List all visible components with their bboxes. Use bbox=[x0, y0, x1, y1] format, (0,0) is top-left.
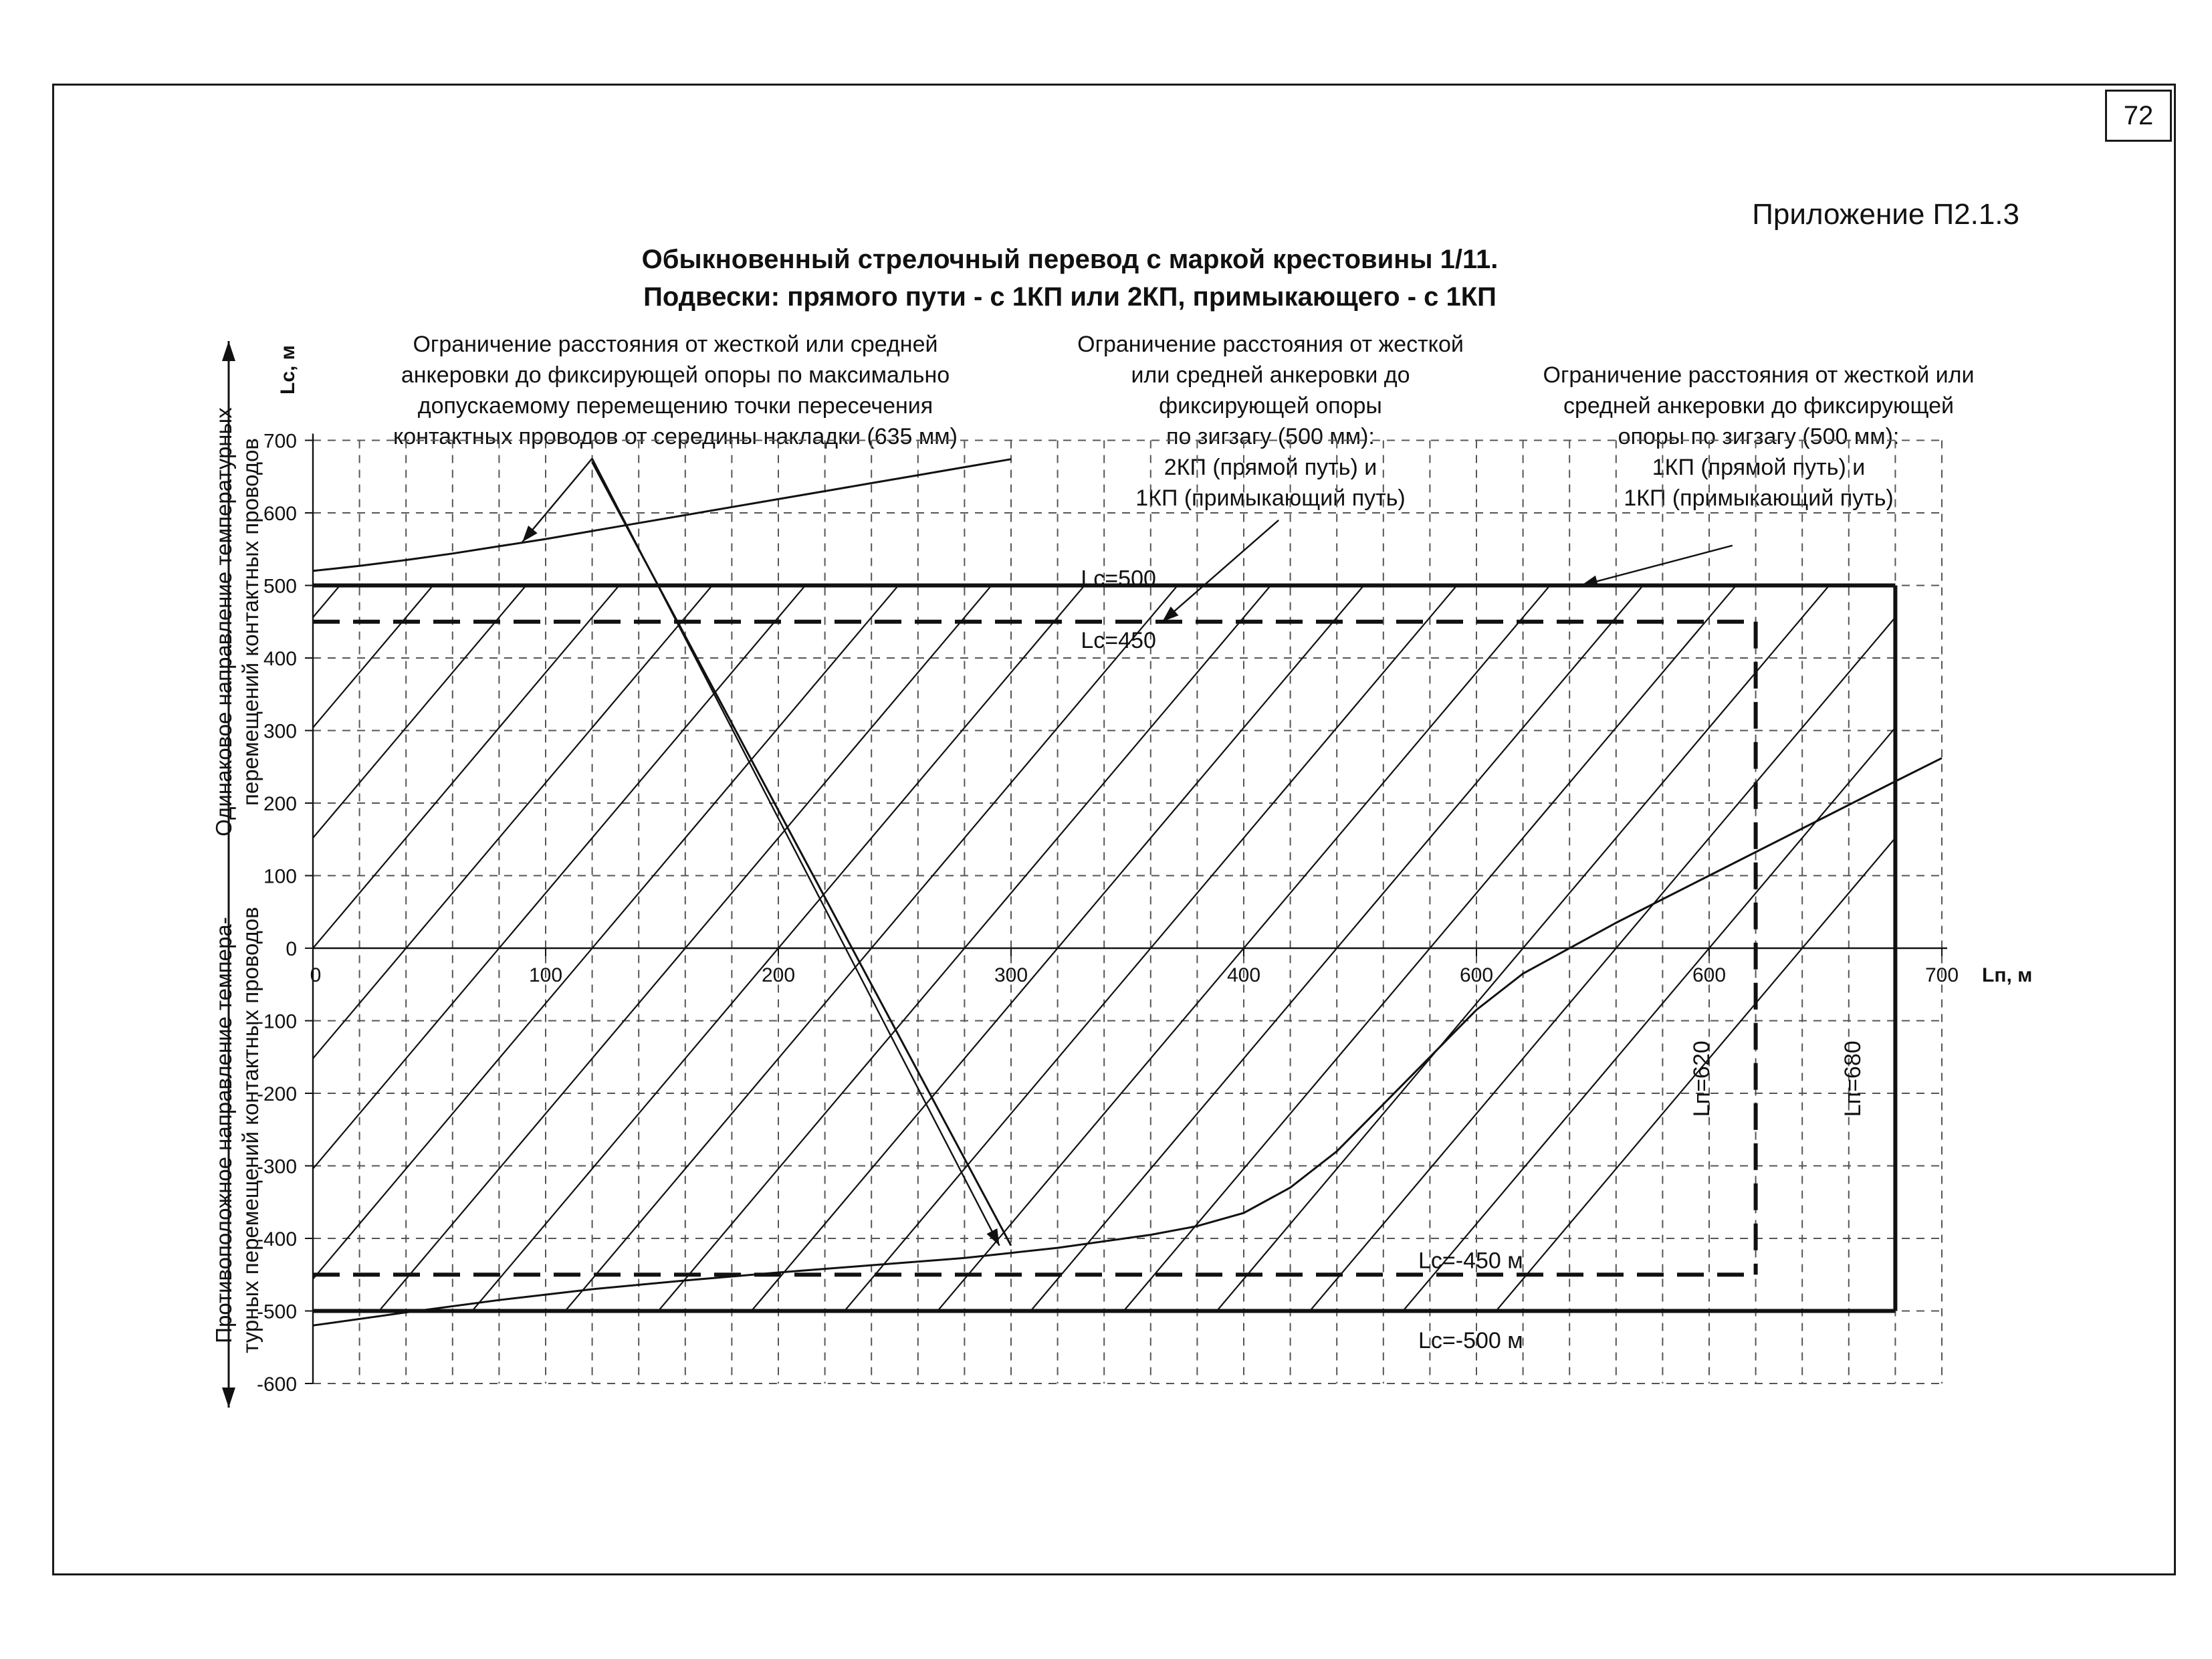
annotation-line: 1КП (примыкающий путь) bbox=[1135, 485, 1406, 511]
y-tick-label: -400 bbox=[256, 1228, 297, 1250]
annotation-line: по зигзагу (500 мм): bbox=[1166, 424, 1375, 449]
slope-line bbox=[0, 542, 4, 1325]
y-tick-label: -100 bbox=[256, 1010, 297, 1033]
chart-title-line-2: Подвески: прямого пути - с 1КП или 2КП, примыкающего - с 1КП bbox=[643, 282, 1497, 312]
pointer-arrow-head bbox=[986, 1228, 999, 1246]
annotation-line: 1КП (прямой путь) и bbox=[1652, 455, 1866, 480]
y-tick-label: -500 bbox=[256, 1301, 297, 1323]
y-tick-label: -600 bbox=[256, 1373, 297, 1396]
x-tick-label: 200 bbox=[761, 964, 796, 986]
appendix-label: Приложение П2.1.3 bbox=[1752, 198, 2019, 231]
slope-line bbox=[925, 542, 1587, 1325]
annotation-line: 2КП (прямой путь) и bbox=[1164, 455, 1377, 480]
slope-line bbox=[0, 542, 656, 1325]
slope-line bbox=[0, 542, 98, 1325]
slope-line bbox=[1391, 542, 2052, 1325]
y-direction-arrow-up bbox=[222, 341, 235, 361]
annotation-line: или средней анкеровки до bbox=[1131, 362, 1410, 388]
boundary-label: Lc=-500 м bbox=[1418, 1327, 1523, 1353]
slope-line bbox=[1484, 542, 2145, 1325]
y-tick-label: 700 bbox=[263, 430, 297, 453]
x-tick-label: 700 bbox=[1924, 964, 1959, 986]
annotation-line: Ограничение расстояния от жесткой bbox=[1077, 332, 1464, 357]
annotation-line: 1КП (примыкающий путь) bbox=[1624, 485, 1894, 511]
y-axis-label-line: перемещений контактных проводов bbox=[238, 438, 263, 806]
y-direction-arrow-down bbox=[222, 1388, 235, 1408]
annotation-line: Ограничение расстояния от жесткой или средней bbox=[413, 332, 938, 357]
annotation-line: фиксирующей опоры bbox=[1159, 393, 1382, 419]
y-tick-label: -300 bbox=[256, 1155, 297, 1178]
slope-lines bbox=[0, 542, 2145, 1325]
boundary-label: Lc=450 bbox=[1081, 627, 1156, 653]
slope-line bbox=[0, 542, 284, 1325]
x-tick-label: 600 bbox=[1692, 964, 1727, 986]
pointer-arrow bbox=[1162, 520, 1279, 622]
boundary-label: Lп=620 bbox=[1689, 1040, 1715, 1117]
y-tick-label: 100 bbox=[263, 865, 297, 888]
pointer-arrow-head bbox=[522, 526, 538, 542]
x-tick-label: 600 bbox=[1459, 964, 1494, 986]
slope-line bbox=[1204, 542, 1866, 1325]
slope-line bbox=[553, 542, 1214, 1325]
y-tick-label: -200 bbox=[256, 1083, 297, 1105]
slope-line bbox=[646, 542, 1307, 1325]
y-tick-label: 400 bbox=[263, 648, 297, 670]
slope-line bbox=[273, 542, 935, 1325]
annotation-line: контактных проводов от середины накладки (635 мм) bbox=[393, 424, 958, 449]
y-tick-label: 0 bbox=[286, 938, 297, 960]
page-number: 72 bbox=[2105, 90, 2172, 142]
x-tick-label: 0 bbox=[310, 964, 322, 986]
slope-line bbox=[88, 542, 749, 1325]
x-axis-title: Lп, м bbox=[1982, 964, 2033, 986]
chart-title-line-1: Обыкновенный стрелочный перевод с маркой крестовины 1/11. bbox=[641, 245, 1499, 274]
slope-line bbox=[0, 542, 191, 1325]
slope-line bbox=[1018, 542, 1680, 1325]
pointer-arrow-head bbox=[1581, 576, 1599, 587]
boundary-label: Lc=500 bbox=[1081, 566, 1156, 592]
y-tick-label: 200 bbox=[263, 793, 297, 815]
x-tick-label: 100 bbox=[528, 964, 563, 986]
annotation-line: опоры по зигзагу (500 мм): bbox=[1618, 424, 1900, 449]
x-tick-label: 400 bbox=[1226, 964, 1261, 986]
annotation-line: средней анкеровки до фиксирующей bbox=[1563, 393, 1954, 419]
y-tick-label: 300 bbox=[263, 720, 297, 743]
annotation-line: анкеровки до фиксирующей опоры по максимально bbox=[401, 362, 950, 388]
y-axis-label-line: турных перемещений контактных проводов bbox=[238, 907, 263, 1353]
y-tick-label: 500 bbox=[263, 575, 297, 598]
annotation-line: допускаемому перемещению точки пересечения bbox=[417, 393, 933, 419]
slope-line bbox=[0, 542, 376, 1325]
y-axis-label-line: Противоположное направление темпера- bbox=[211, 917, 236, 1343]
x-tick-label: 300 bbox=[994, 964, 1028, 986]
y-tick-label: 600 bbox=[263, 503, 297, 525]
y-axis-label-line: Одинаковое направление температурных bbox=[211, 407, 236, 837]
slope-line bbox=[0, 542, 469, 1325]
slope-line bbox=[1298, 542, 1959, 1325]
slope-line bbox=[1111, 542, 1773, 1325]
pointer-arrow bbox=[592, 459, 1000, 1246]
slope-line bbox=[460, 542, 1121, 1325]
slope-line bbox=[833, 542, 1494, 1325]
boundary-label: Lc=-450 м bbox=[1418, 1248, 1523, 1274]
boundary-label: Lп=680 bbox=[1840, 1040, 1866, 1117]
limit-curve bbox=[313, 459, 1011, 571]
annotation-line: Ограничение расстояния от жесткой или bbox=[1543, 362, 1975, 388]
y-axis-title: Lc, м bbox=[277, 345, 299, 395]
